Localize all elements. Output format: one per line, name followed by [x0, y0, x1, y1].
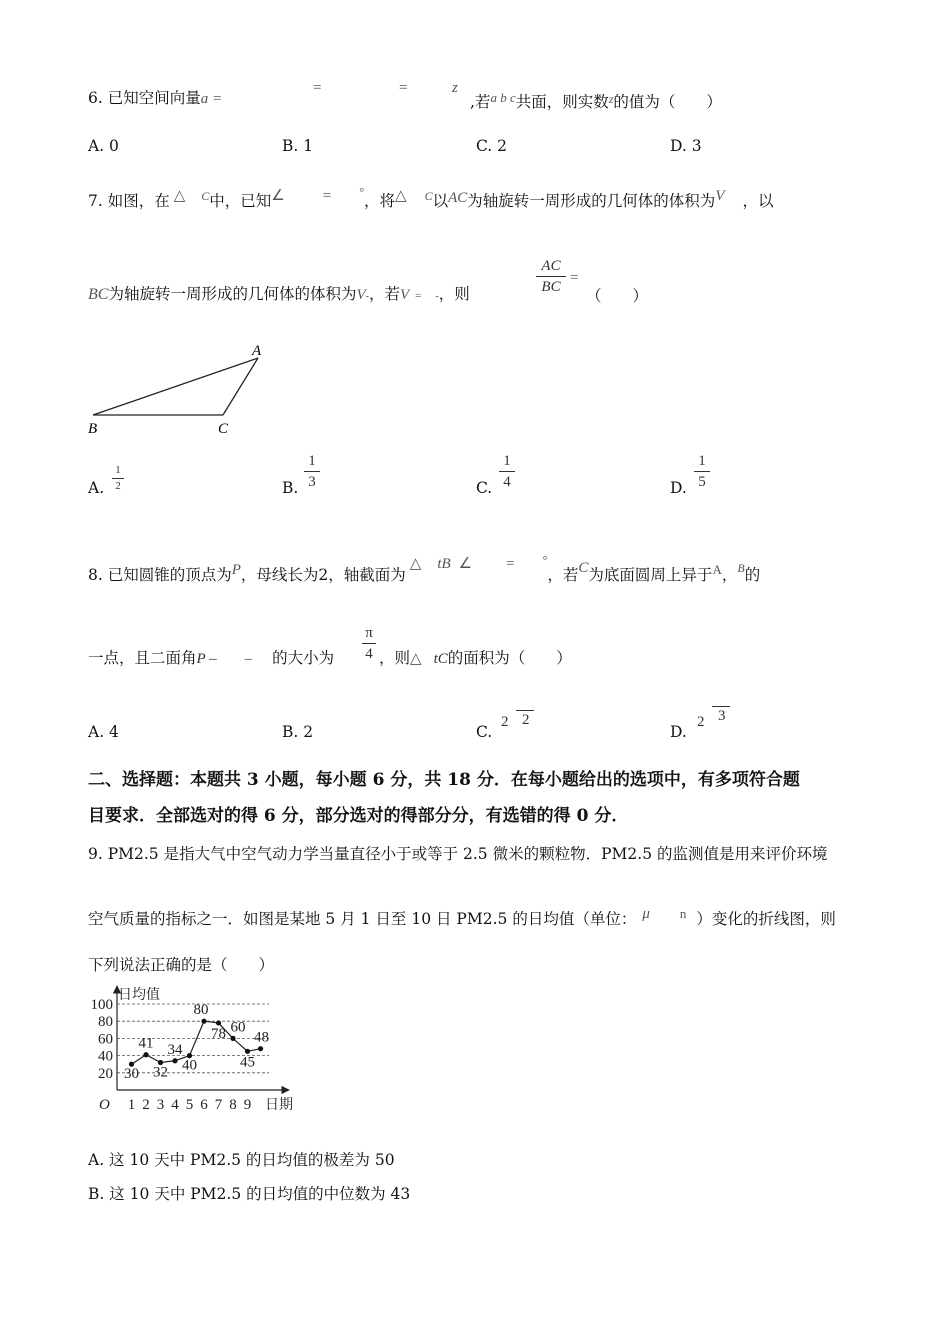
q7-vertex-c: C — [218, 421, 229, 437]
data-label-day-7: 78 — [211, 1025, 226, 1042]
data-point-day-2 — [143, 1052, 148, 1057]
q8-stem-2: 一点，且二面角P – – 的大小为 — [88, 649, 335, 667]
data-point-day-9 — [245, 1049, 250, 1054]
q7-ac-over-bc: AC BC — [536, 257, 566, 296]
x-tick-label: 2 — [142, 1097, 150, 1113]
data-point-day-7 — [216, 1020, 221, 1025]
y-axis-title: 日均值 — [118, 987, 160, 1003]
q8-option-c-label: C. — [476, 723, 493, 741]
q6-eq1: = — [313, 80, 322, 96]
q8-option-d-radical — [712, 706, 730, 707]
data-label-day-6: 80 — [193, 1002, 209, 1019]
q8-option-d-radicand: 3 — [718, 708, 726, 724]
q6-option-c: C. 2 — [476, 137, 508, 155]
q8-option-c-radicand: 2 — [522, 712, 530, 728]
q7-option-d-frac: 1 5 — [694, 452, 710, 491]
q8-option-a: A. 4 — [88, 723, 119, 741]
q7-edge-ac — [223, 358, 258, 415]
q9-option-a: A. 这 10 天中 PM2.5 的日均值的极差为 50 — [88, 1151, 395, 1169]
q7-option-c-frac: 1 4 — [499, 452, 515, 491]
q7-vertex-a: A — [252, 343, 262, 359]
q7-option-a-label: A. — [88, 479, 105, 497]
data-point-day-6 — [201, 1019, 206, 1024]
q9-stem-2: 空气质量的指标之一．如图是某地 5 月 1 日至 10 日 PM2.5 的日均值（单位： μ $^n$ ）变化的折线图，则 — [88, 906, 836, 928]
x-tick-label: 1 — [127, 1097, 136, 1113]
y-tick-label: 20 — [98, 1065, 113, 1082]
q7-edge-ba — [93, 358, 258, 415]
x-tick-label: 5 — [185, 1097, 194, 1113]
q7-vertex-b: B — [88, 421, 98, 437]
x-tick-label: 8 — [229, 1097, 237, 1113]
q7-triangle-figure — [80, 340, 280, 440]
q6-z: z — [452, 80, 458, 96]
x-tick-label: 6 — [200, 1097, 208, 1113]
section-2-heading-1: 二、选择题：本题共 3 小题，每小题 6 分，共 18 分．在每小题给出的选项中，有多项符合题 — [88, 770, 800, 790]
y-tick-label: 80 — [98, 1014, 113, 1031]
data-label-day-9: 45 — [240, 1054, 255, 1071]
data-label-day-4: 34 — [167, 1041, 183, 1058]
data-label-day-2: 41 — [138, 1035, 154, 1052]
q7-paren: （ ） — [586, 287, 649, 305]
data-label-day-5: 40 — [182, 1057, 197, 1074]
q7-option-a-frac: 1 2 — [112, 464, 124, 493]
q7-option-d-label: D. — [670, 479, 687, 497]
q7-stem-1: 7. 如图，在 △ $^C$中，已知∠ = °，将△ $^C$以AC为轴旋转一周形成的几何体的体积为V ，以 — [88, 185, 774, 210]
q9-stem-3: 下列说法正确的是（ ） — [88, 956, 275, 974]
data-label-day-1: 30 — [124, 1066, 139, 1083]
q7-option-b-label: B. — [282, 479, 299, 497]
section-2-heading-2: 目要求．全部选对的得 6 分，部分选对的得部分分，有选错的得 0 分． — [88, 806, 629, 826]
x-axis-title: 日期 — [265, 1097, 293, 1113]
q7-option-b-frac: 1 3 — [304, 452, 320, 491]
pm25-line-chart — [84, 982, 304, 1117]
q6-eq2: = — [399, 80, 408, 96]
y-tick-label: 100 — [90, 997, 113, 1013]
q6-stem-tail: ,若$^{a b c}$共面，则实数$^z$的值为（ ） — [470, 90, 722, 111]
q8-pi-over-4: π 4 — [362, 624, 376, 663]
data-label-day-8: 60 — [230, 1019, 246, 1036]
q6-stem: 6. 已知空间向量a = — [88, 89, 223, 107]
x-tick-label: 7 — [214, 1097, 223, 1113]
data-label-day-10: 48 — [254, 1029, 270, 1046]
q8-option-c-radical — [516, 710, 534, 711]
x-tick-label: 4 — [171, 1097, 179, 1113]
q8-option-b: B. 2 — [282, 723, 314, 741]
q8-stem-1: 8. 已知圆锥的顶点为P，母线长为2，轴截面为△ tB ∠ = °，若C为底面圆周上异于$^A$，$^B$的 — [88, 553, 761, 584]
q6-option-a: A. 0 — [88, 137, 119, 155]
data-point-day-10 — [258, 1046, 263, 1051]
data-label-day-3: 32 — [153, 1064, 168, 1081]
x-tick-label: 3 — [156, 1097, 165, 1113]
origin-label: O — [99, 1097, 110, 1113]
data-point-day-8 — [230, 1036, 235, 1041]
q8-option-d-coef: 2 — [697, 714, 705, 730]
q7-option-c-label: C. — [476, 479, 493, 497]
q7-frac-eq: = — [570, 270, 579, 286]
q6-option-d: D. 3 — [670, 137, 702, 155]
q7-stem-2: BC为轴旋转一周形成的几何体的体积为V-，若V = -，则 — [88, 285, 470, 303]
q8-option-d-label: D. — [670, 723, 687, 741]
x-tick-label: 9 — [243, 1097, 252, 1113]
q8-stem-2-tail: ，则△ tC的面积为（ ） — [379, 649, 572, 667]
q8-option-c-coef: 2 — [501, 714, 509, 730]
q9-option-b: B. 这 10 天中 PM2.5 的日均值的中位数为 43 — [88, 1185, 411, 1203]
data-point-day-4 — [172, 1058, 177, 1063]
q6-option-b: B. 1 — [282, 137, 314, 155]
q9-stem-1: 9. PM2.5 是指大气中空气动力学当量直径小于或等于 2.5 微米的颗粒物．PM2.5 的监测值是用来评价环境 — [88, 845, 828, 863]
y-tick-label: 60 — [98, 1031, 113, 1048]
y-tick-label: 40 — [98, 1048, 113, 1065]
